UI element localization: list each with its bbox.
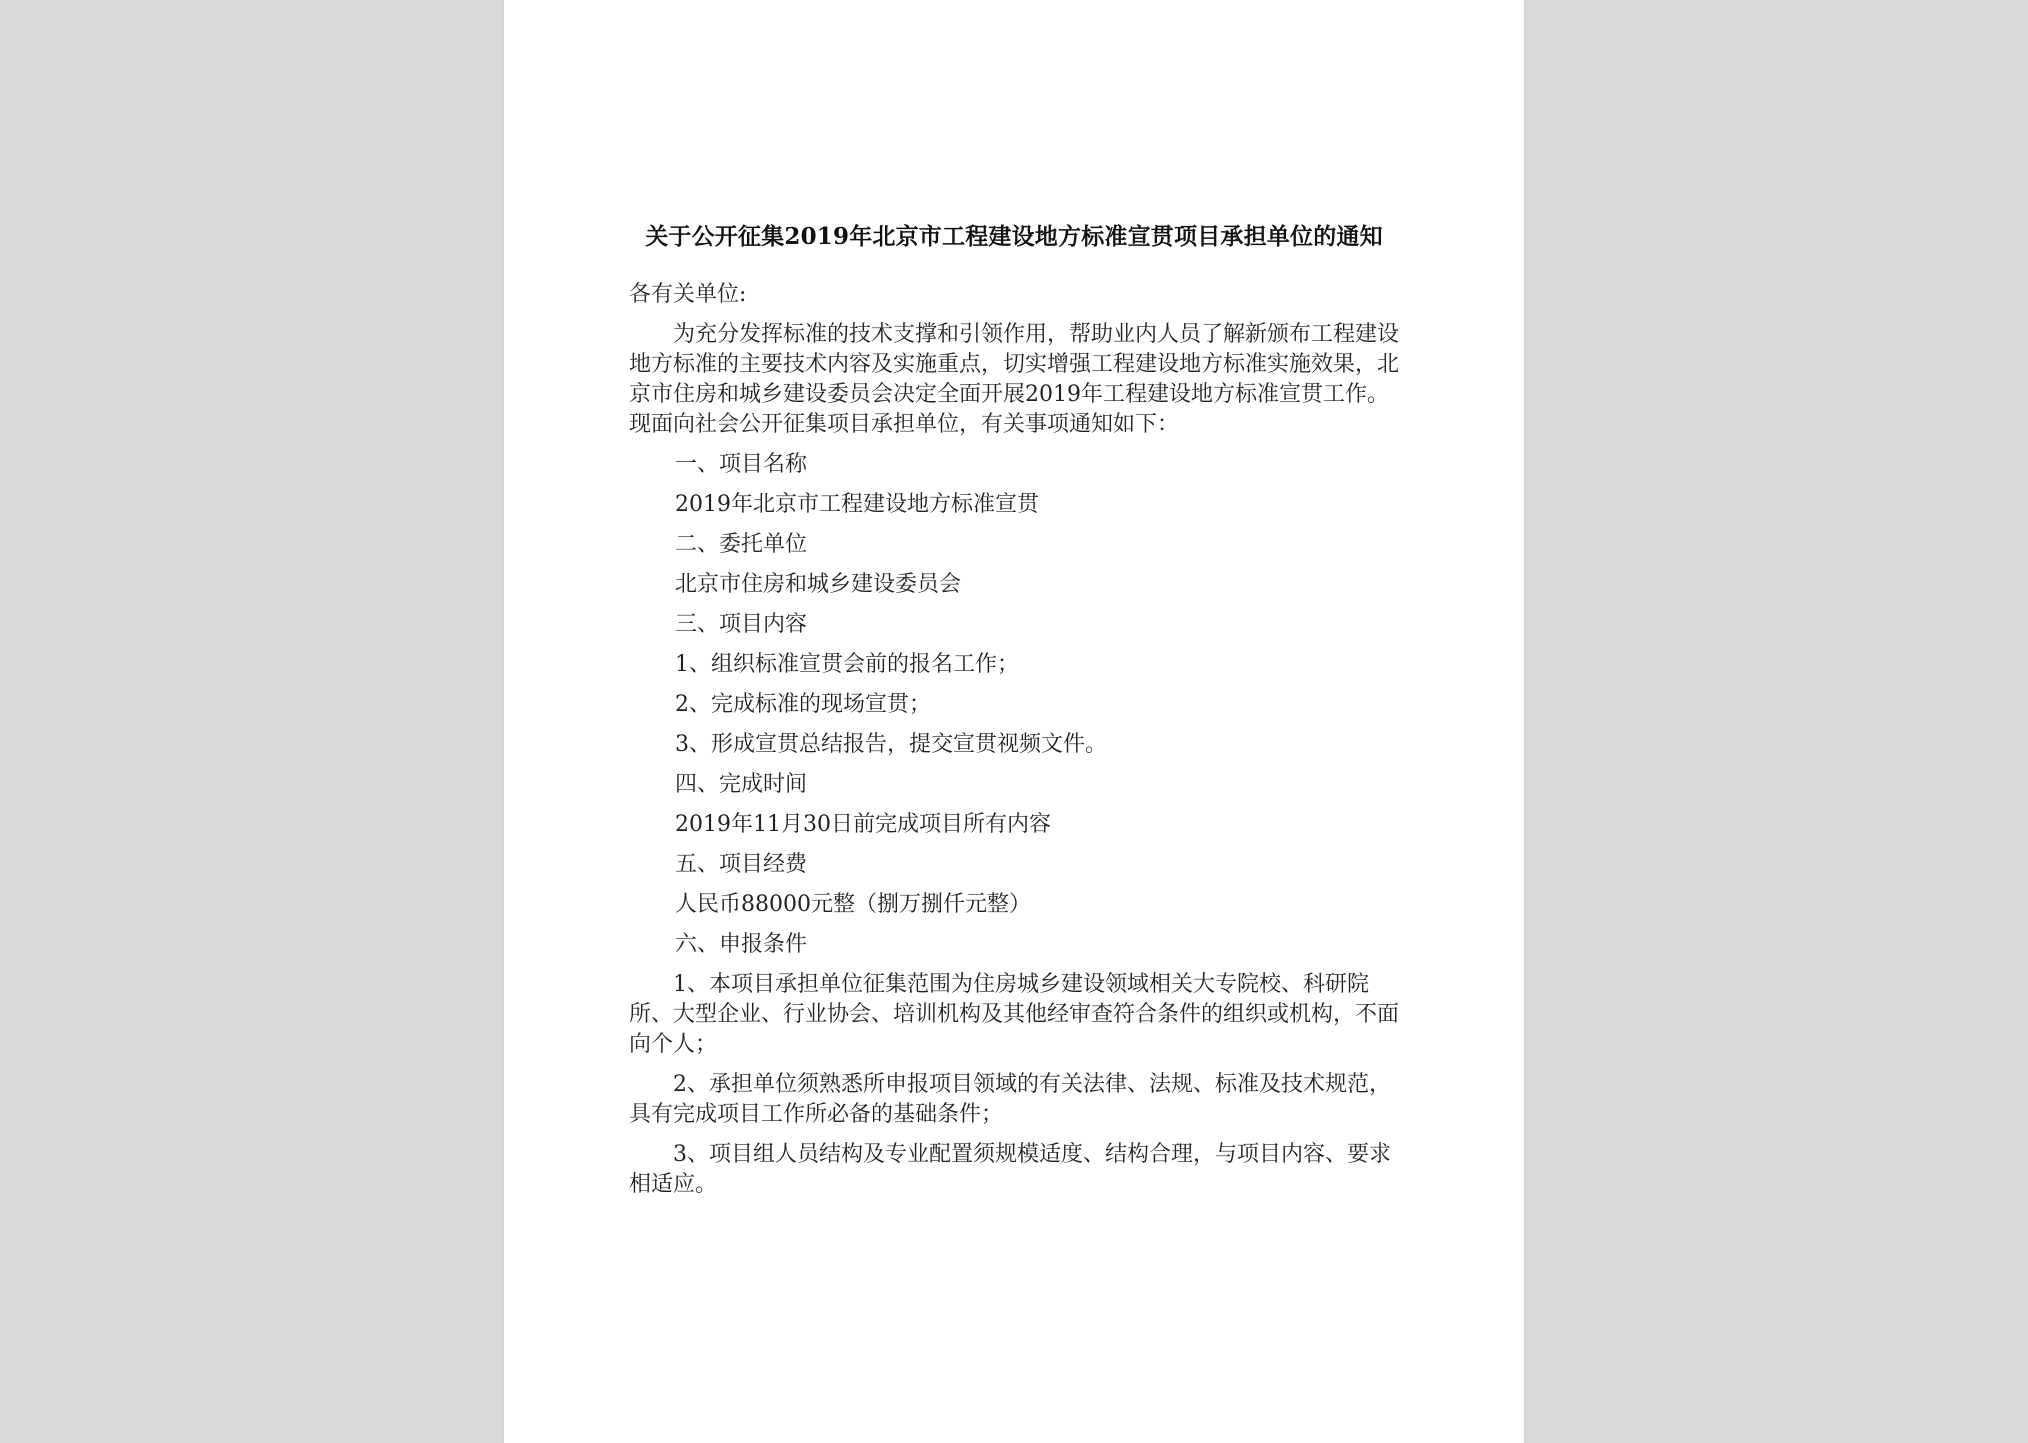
section-text: 北京市住房和城乡建设委员会: [675, 572, 962, 597]
document-body: [629, 280, 1399, 1210]
section-text: 2019年11月30日前完成项目所有内容: [675, 812, 1051, 837]
condition-paragraph: 1、本项目承担单位征集范围为住房城乡建设领域相关大专院校、科研院所、大型企业、行业协会、培训机构及其他经审查符合条件的组织或机构，不面向个人；: [629, 972, 1400, 1057]
section-heading: 一、项目名称: [675, 452, 808, 477]
section-heading: 五、项目经费: [675, 852, 808, 877]
list-item: 2、完成标准的现场宣贯；: [675, 692, 931, 717]
list-item: 1、组织标准宣贯会前的报名工作；: [675, 652, 1019, 677]
section-text: 2019年北京市工程建设地方标准宣贯: [675, 492, 1039, 517]
intro-paragraph: 为充分发挥标准的技术支撑和引领作用，帮助业内人员了解新颁布工程建设地方标准的主要技术内容及实施重点，切实增强工程建设地方标准实施效果，北京市住房和城乡建设委员会决定全面开展2019年工程建设地方标准宣贯工作。现面向社会公开征集项目承担单位，有关事项通知如下：: [629, 322, 1400, 437]
section-heading: 六、申报条件: [675, 932, 808, 957]
salutation: 各有关单位:: [629, 282, 747, 307]
document-title: 关于公开征集2019年北京市工程建设地方标准宣贯项目承担单位的通知: [645, 223, 1383, 250]
document-page: [504, 0, 1524, 1443]
section-heading: 二、委托单位: [675, 532, 808, 557]
list-item: 3、形成宣贯总结报告，提交宣贯视频文件。: [675, 732, 1107, 757]
condition-paragraph: 2、承担单位须熟悉所申报项目领域的有关法律、法规、标准及技术规范，具有完成项目工作所必备的基础条件；: [629, 1072, 1391, 1127]
condition-paragraph: 3、项目组人员结构及专业配置须规模适度、结构合理，与项目内容、要求相适应。: [629, 1142, 1391, 1197]
section-heading: 三、项目内容: [675, 612, 808, 637]
section-text: 人民币88000元整（捌万捌仟元整）: [675, 892, 1031, 917]
section-heading: 四、完成时间: [675, 772, 808, 797]
